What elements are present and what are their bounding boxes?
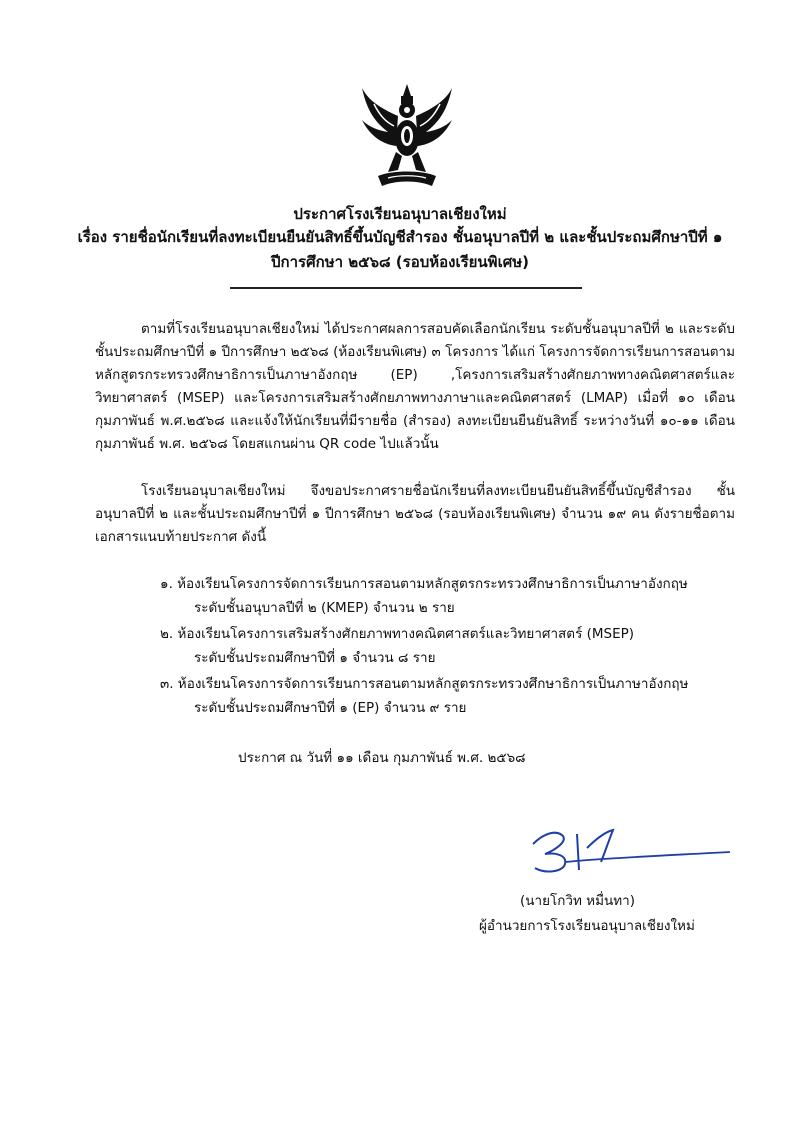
- list-item-1-detail: ระดับชั้นอนุบาลปีที่ ๒ (KMEP) จำนวน ๒ ราย: [194, 600, 455, 616]
- signature-icon: [505, 822, 735, 882]
- announcement-subject: เรื่อง รายชื่อนักเรียนที่ลงทะเบียนยืนยันสิทธิ์ขึ้นบัญชีสำรอง ชั้นอนุบาลปีที่ ๒ และชั้นประถมศึกษาปีที่ ๑: [77, 228, 723, 246]
- signatory-position: ผู้อำนวยการโรงเรียนอนุบาลเชียงใหม่: [479, 918, 695, 934]
- announce-date: ประกาศ ณ วันที่ ๑๑ เดือน กุมภาพันธ์ พ.ศ. ๒๕๖๘: [238, 750, 526, 766]
- list-item-2-title: ๒. ห้องเรียนโครงการเสริมสร้างศักยภาพทางคณิตศาสตร์และวิทยาศาสตร์ (MSEP): [160, 626, 635, 642]
- list-item-3-detail: ระดับชั้นประถมศึกษาปีที่ ๑ (EP) จำนวน ๙ ราย: [194, 700, 467, 716]
- title-divider: [230, 287, 582, 289]
- list-item-1-title: ๑. ห้องเรียนโครงการจัดการเรียนการสอนตามหลักสูตรกระทรวงศึกษาธิการเป็นภาษาอังกฤษ: [160, 576, 688, 592]
- signatory-name: (นายโกวิท หมื่นทา): [520, 893, 635, 909]
- paragraph-1: [95, 318, 735, 456]
- academic-year: ปีการศึกษา ๒๕๖๘ (รอบห้องเรียนพิเศษ): [271, 253, 529, 271]
- garuda-emblem-icon: [358, 82, 456, 190]
- paragraph-1-text: ตามที่โรงเรียนอนุบาลเชียงใหม่ ได้ประกาศผลการสอบคัดเลือกนักเรียน ระดับชั้นอนุบาลปีที่ ๒ และระดับชั้นประถมศึกษาปีที่ ๑ ปีการศึกษา ๒๕๖๘ (ห้องเรียนพิเศษ) ๓ โครงการ ได้แก่ โครงการจัดการเรียนการสอนตามหลักสูตรกระทรวงศึกษาธิการเป็นภาษาอังกฤษ (EP) ,โครงการเสริมสร้างศักยภาพทางคณิตศาสตร์และวิทยาศาสตร์ (MSEP) และโครงการเสริมสร้างศักยภาพทางภาษาและคณิตศาสตร์ (LMAP) เมื่อที่ ๑๐ เดือน กุมภาพันธ์ พ.ศ.๒๕๖๘ และแจ้งให้นักเรียนที่มีรายชื่อ (สำรอง) ลงทะเบียนยืนยันสิทธิ์ ระหว่างวันที่ ๑๐-๑๑ เดือน กุมภาพันธ์ พ.ศ. ๒๕๖๘ โดยสแกนผ่าน QR code ไปแล้วนั้น: [95, 321, 735, 452]
- paragraph-2: [95, 480, 735, 549]
- announcement-title: ประกาศโรงเรียนอนุบาลเชียงใหม่: [293, 205, 507, 223]
- paragraph-2-text: โรงเรียนอนุบาลเชียงใหม่ จึงขอประกาศรายชื่อนักเรียนที่ลงทะเบียนยืนยันสิทธิ์ขึ้นบัญชีสำรอง ชั้นอนุบาลปีที่ ๒ และชั้นประถมศึกษาปีที่ ๑ ปีการศึกษา ๒๕๖๘ (รอบห้องเรียนพิเศษ) จำนวน ๑๙ คน ดังรายชื่อตามเอกสารแนบท้ายประกาศ ดังนี้: [95, 483, 735, 545]
- list-item-3-title: ๓. ห้องเรียนโครงการจัดการเรียนการสอนตามหลักสูตรกระทรวงศึกษาธิการเป็นภาษาอังกฤษ: [160, 676, 689, 692]
- list-item-2-detail: ระดับชั้นประถมศึกษาปีที่ ๑ จำนวน ๘ ราย: [194, 650, 436, 666]
